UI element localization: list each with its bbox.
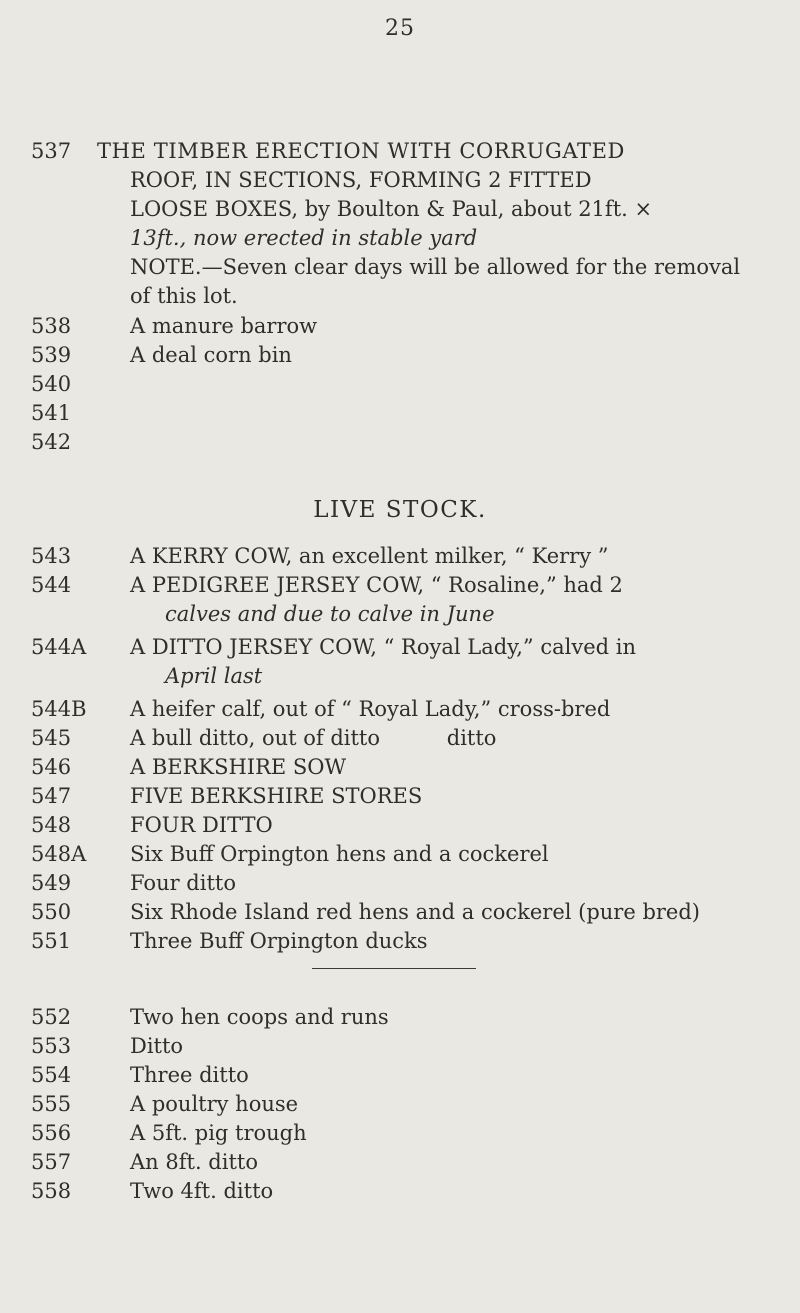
lot-description: A deal corn bin xyxy=(130,343,292,367)
lot-description: Six Buff Orpington hens and a cockerel xyxy=(130,842,549,866)
lot-description: Two 4ft. ditto xyxy=(130,1179,274,1203)
lot-description xyxy=(97,137,789,166)
removal-note xyxy=(130,253,790,311)
lot-number: 540 xyxy=(31,372,72,396)
lot-number: 557 xyxy=(31,1150,72,1174)
lot-line: April last xyxy=(165,664,263,688)
lot-number: 543 xyxy=(31,544,72,568)
lot-number: 554 xyxy=(31,1063,72,1087)
section-divider xyxy=(312,968,476,969)
lot-number: 558 xyxy=(31,1179,72,1203)
lot-number: 538 xyxy=(31,314,72,338)
lot-number: 544A xyxy=(31,635,87,659)
lot-line: calves and due to calve in June xyxy=(165,602,495,626)
lot-description: A bull ditto, out of ditto ditto xyxy=(130,726,497,750)
lot-number: 548 xyxy=(31,813,72,837)
lot-number: 549 xyxy=(31,871,72,895)
lot-number: 542 xyxy=(31,430,72,454)
lot-description: FIVE BERKSHIRE STORES xyxy=(130,784,423,808)
lot-description: A KERRY COW, an excellent milker, “ Kerry ” xyxy=(130,544,609,568)
lot-line: ROOF, IN SECTIONS, FORMING 2 FITTED xyxy=(130,168,592,192)
lot-number: 548A xyxy=(31,842,87,866)
lot-line xyxy=(130,195,800,224)
lot-description: Three Buff Orpington ducks xyxy=(130,929,428,953)
lot-description: A heifer calf, out of “ Royal Lady,” cross-bred xyxy=(130,697,611,721)
lot-number: 545 xyxy=(31,726,72,750)
note-line: of this lot. xyxy=(130,284,238,308)
lot-description: Two hen coops and runs xyxy=(130,1005,389,1029)
lot-number: 555 xyxy=(31,1092,72,1116)
lot-number: 546 xyxy=(31,755,72,779)
lot-number: 553 xyxy=(31,1034,72,1058)
lot-description: A manure barrow xyxy=(130,314,318,338)
lot-number: 541 xyxy=(31,401,72,425)
lot-number: 556 xyxy=(31,1121,72,1145)
lot-description: Ditto xyxy=(130,1034,184,1058)
lot-number: 544B xyxy=(31,697,87,721)
lot-description: FOUR DITTO xyxy=(130,813,273,837)
lot-number: 544 xyxy=(31,573,72,597)
lot-description: An 8ft. ditto xyxy=(130,1150,258,1174)
lot-description: A 5ft. pig trough xyxy=(130,1121,307,1145)
lot-description: Four ditto xyxy=(130,871,236,895)
lot-description: Three ditto xyxy=(130,1063,249,1087)
lot-number: 551 xyxy=(31,929,72,953)
lot-description: Six Rhode Island red hens and a cockerel (pure bred) xyxy=(130,900,700,924)
note-line: NOTE.—Seven clear days will be allowed for the removal xyxy=(130,255,741,279)
lot-description: A PEDIGREE JERSEY COW, “ Rosaline,” had 2 xyxy=(130,573,623,597)
lot-description: A DITTO JERSEY COW, “ Royal Lady,” calved in xyxy=(130,635,636,659)
lot-line: THE TIMBER ERECTION WITH CORRUGATED xyxy=(97,139,625,163)
lot-number: 537 xyxy=(31,139,72,163)
lot-description: A poultry house xyxy=(130,1092,299,1116)
lot-number: 550 xyxy=(31,900,72,924)
page-number: 25 xyxy=(385,16,415,41)
lot-number: 552 xyxy=(31,1005,72,1029)
lot-description: A BERKSHIRE SOW xyxy=(130,755,347,779)
lot-line: 13ft., now erected in stable yard xyxy=(130,226,478,250)
section-heading: LIVE STOCK. xyxy=(313,497,487,523)
lot-number: 539 xyxy=(31,343,72,367)
lot-number: 547 xyxy=(31,784,72,808)
lot-line-text: LOOSE BOXES, by Boulton & Paul, about 21ft. × xyxy=(130,197,653,221)
